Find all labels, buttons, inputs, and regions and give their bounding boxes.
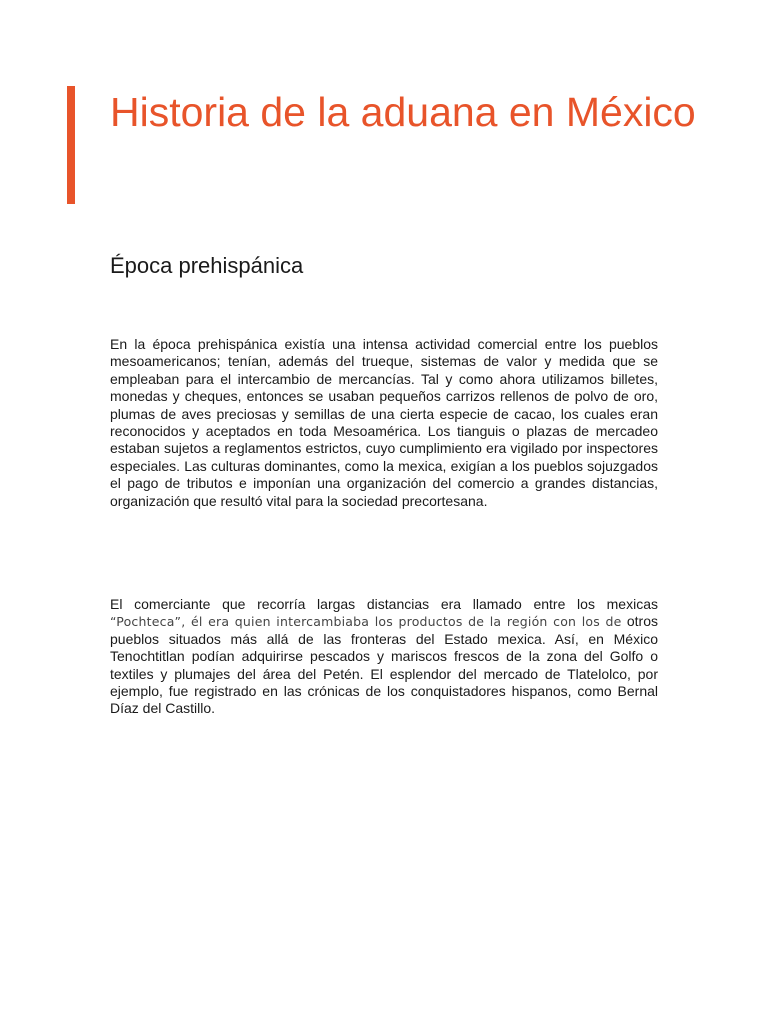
paragraph-2-part-1: El comerciante que recorría largas distancias era llamado entre los mexicas bbox=[110, 596, 658, 612]
document-title: Historia de la aduana en México bbox=[110, 89, 696, 135]
section-heading: Época prehispánica bbox=[110, 253, 304, 278]
paragraph-2-part-3: otros pueblos situados más allá de las fronteras del Estado mexica. Así, en México Tenochtitlan podían adquirirse pescados y mariscos frescos de la zona del Golfo o textiles y plumajes del área del Petén. El esplendor del mercado de Tlatelolco, por ejemplo, fue registrado en las crónicas de los conquistadores hispanos, como Bernal Díaz del Castillo. bbox=[110, 613, 658, 717]
paragraph-2-pochteca-line: “Pochteca”, él era quien intercambiaba los productos de la región con los de bbox=[110, 614, 622, 630]
paragraph-2 bbox=[110, 596, 658, 718]
paragraph-1: En la época prehispánica existía una intensa actividad comercial entre los pueblos mesoamericanos; tenían, además del trueque, sistemas de valor y medida que se empleaban para el intercambio de mercancías. Tal y como ahora utilizamos billetes, monedas y cheques, entonces se usaban pequeños carrizos rellenos de polvo de oro, plumas de aves preciosas y semillas de una cierta especie de cacao, los cuales eran reconocidos y aceptados en toda Mesoamérica. Los tianguis o plazas de mercadeo estaban sujetos a reglamentos estrictos, cuyo cumplimiento era vigilado por inspectores especiales. Las culturas dominantes, como la mexica, exigían a los pueblos sojuzgados el pago de tributos e imponían una organización del comercio a grandes distancias, organización que resultó vital para la sociedad precortesana. bbox=[110, 336, 658, 509]
title-accent-bar bbox=[67, 86, 75, 204]
